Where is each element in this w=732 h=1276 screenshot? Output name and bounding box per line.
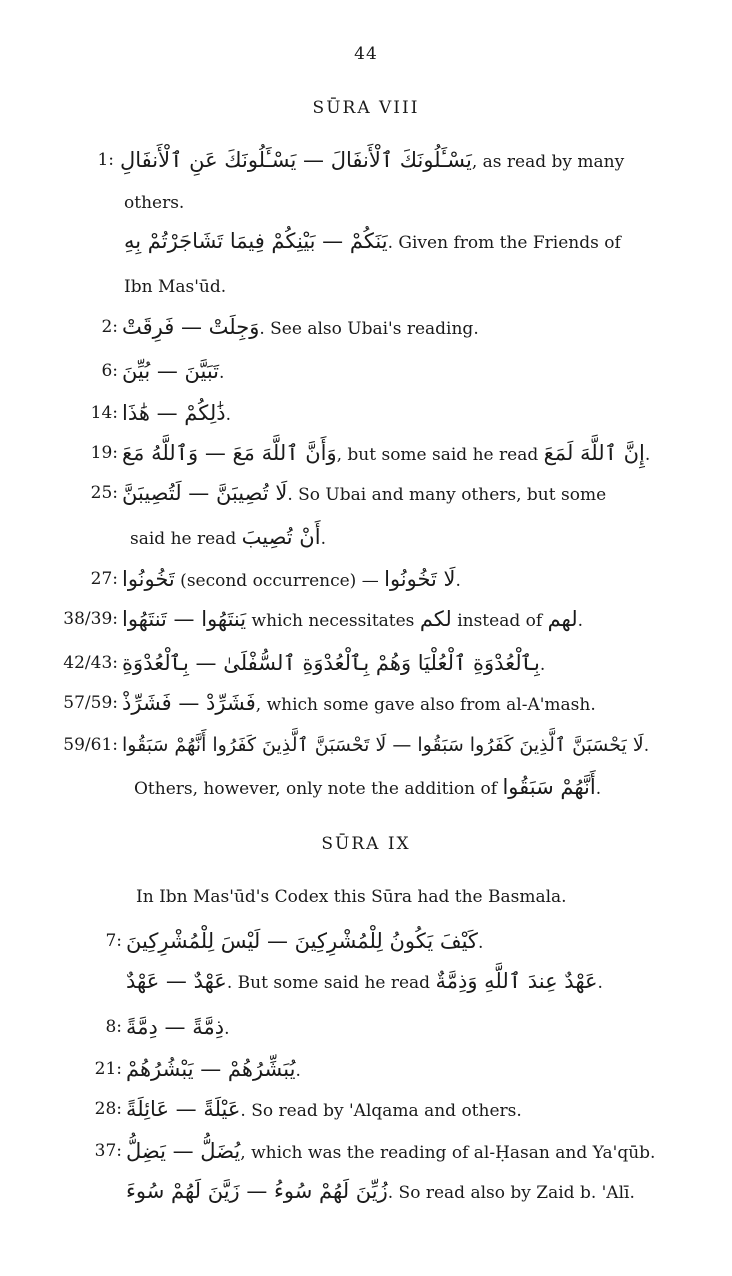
- arabic-text: يَنتَهُوا — تَنتَهُوا: [122, 607, 247, 631]
- verse-number: 25:: [90, 483, 118, 503]
- entry-text: Others, however, only note the addition of: [134, 779, 498, 799]
- entry-text: Ibn Mas'ūd.: [124, 277, 227, 297]
- entry-text: , as read by many: [471, 152, 625, 172]
- entry-line: [122, 398, 231, 430]
- verse-number: 38/39:: [63, 609, 118, 629]
- entry-line: [126, 1054, 301, 1086]
- verse-number: 19:: [90, 443, 118, 463]
- entry-text: . Given from the Friends of: [387, 233, 621, 253]
- entry-text: which necessitates: [246, 611, 420, 631]
- entry-line: [120, 145, 624, 177]
- arabic-text: لكم: [419, 607, 452, 631]
- entry-text: .: [577, 611, 584, 631]
- entry-line: [126, 926, 483, 958]
- entry-text: . So read by 'Alqama and others.: [240, 1101, 522, 1121]
- entry-text: , which some gave also from al-A'mash.: [255, 695, 596, 715]
- arabic-text: يُضَلُّ — يَضِلُّ: [126, 1139, 241, 1163]
- arabic-text: كَيْفَ يَكُونُ لِلْمُشْرِكِينَ — لَيْسَ لِلْمُشْرِكِينَ: [126, 929, 478, 953]
- arabic-text: تَخُونُوا: [122, 567, 175, 591]
- arabic-text: لَا تَخُونُوا: [384, 567, 456, 591]
- entry-text: .: [320, 529, 326, 549]
- arabic-text: ذِمَّةً — دِمَّةً: [126, 1015, 225, 1039]
- entry-text: . So read also by Zaid b. 'Alī.: [387, 1183, 635, 1203]
- entry-text: .: [295, 1061, 301, 1081]
- verse-number: 14:: [90, 403, 118, 423]
- arabic-text: بِٱلْعُدْوَةِ ٱلْعُلْيَا وَهُمْ بِٱلْعُدْوَةِ ٱلسُّفْلَىٰ — بِٱلْعُدْوَةِ: [122, 651, 540, 675]
- entry-line: [122, 730, 649, 761]
- entry-text: . But some said he read: [226, 973, 431, 993]
- entry-line: [124, 188, 184, 218]
- arabic-text: إِنَّ ٱللَّهَ لَمَعَ: [543, 441, 645, 465]
- arabic-text: فَشَرِّدْ — فَشَرِّذْ: [122, 691, 256, 715]
- arabic-text: تَبَيَّنَ — بُيِّنَ: [122, 359, 220, 383]
- entry-text: , but some said he read: [336, 445, 539, 465]
- entry-line: [122, 438, 650, 470]
- arabic-text: لَا يَحْسَبَنَّ ٱلَّذِينَ كَفَرُوا سَبَقُوا — لَا تَحْسَبَنَّ ٱلَّذِينَ كَفَرُوا أَنَّهُمْ سَبَقُوا: [122, 734, 644, 756]
- verse-number: 21:: [94, 1059, 122, 1079]
- entry-text: .: [643, 736, 650, 756]
- verse-number: 27:: [90, 569, 118, 589]
- entry-text: .: [644, 445, 651, 465]
- sura-9-intro: In Ibn Mas'ūd's Codex this Sūra had the Basmala.: [136, 887, 567, 907]
- arabic-text: عَهْدٌ عِندَ ٱللَّهِ وَذِمَّةٌ: [435, 969, 598, 993]
- entry-text: said he read: [130, 529, 237, 549]
- arabic-text: يَنَكُمْ — بَيْنِكُمْ فِيمَا تَشَاجَرْتُمْ بِهِ: [124, 229, 388, 253]
- entry-text: .: [219, 363, 225, 383]
- entry-line: [126, 1012, 229, 1044]
- entry-text: (second occurrence) —: [174, 571, 385, 591]
- arabic-text: وَجِلَتْ — فَرِقَتْ: [122, 315, 260, 339]
- sura-9-heading: SŪRA IX: [321, 834, 411, 854]
- entry-line: [122, 564, 461, 596]
- entry-text: instead of: [451, 611, 548, 631]
- arabic-text: لهم: [547, 607, 578, 631]
- entry-line: [122, 312, 479, 344]
- page-number: 44: [354, 44, 378, 64]
- entry-text: , which was the reading of al-Ḥasan and Ya'qūb.: [240, 1143, 656, 1163]
- entry-line: [134, 772, 601, 804]
- entry-line: [122, 688, 596, 720]
- entry-line: [126, 1136, 655, 1168]
- entry-text: others.: [124, 193, 185, 213]
- verse-number: 28:: [94, 1099, 122, 1119]
- verse-number: 57/59:: [63, 693, 118, 713]
- entry-line: [122, 356, 224, 388]
- entry-text: . See also Ubai's reading.: [259, 319, 479, 339]
- entry-line: [126, 966, 603, 998]
- arabic-text: أَنْ تُصِيبَ: [241, 525, 321, 549]
- verse-number: 37:: [94, 1141, 122, 1161]
- arabic-text: عَهْدٌ — عَهْدٌ: [126, 969, 227, 993]
- entry-text: .: [455, 571, 461, 591]
- verse-number: 6:: [101, 361, 118, 381]
- entry-text: . So Ubai and many others, but some: [287, 485, 607, 505]
- entry-text: .: [597, 973, 603, 993]
- verse-number: 42/43:: [63, 653, 118, 673]
- entry-line: [122, 478, 606, 510]
- arabic-text: لَا تُصِيبَنَّ — لَتُصِيبَنَّ: [122, 481, 288, 505]
- entry-line: [130, 522, 326, 554]
- arabic-text: يُبَشِّرُهُمْ — يَبْشُرُهُمْ: [126, 1057, 296, 1081]
- entry-text: .: [595, 779, 602, 799]
- verse-number: 2:: [101, 317, 118, 337]
- entry-line: [124, 272, 226, 302]
- entry-text: .: [539, 655, 546, 675]
- entry-line: [122, 604, 583, 636]
- verse-number: 8:: [105, 1017, 122, 1037]
- entry-line: [126, 1176, 635, 1208]
- entry-line: [122, 648, 545, 680]
- sura-8-heading: SŪRA VIII: [312, 98, 420, 118]
- entry-line: [124, 226, 621, 258]
- entry-text: .: [225, 405, 232, 425]
- verse-number: 1:: [97, 150, 114, 170]
- arabic-text: وَأَنَّ ٱللَّهَ مَعَ — وَٱللَّهُ مَعَ: [122, 441, 337, 465]
- arabic-text: أَنَّهُمْ سَبَقُوا: [502, 775, 596, 799]
- entry-line: [126, 1094, 522, 1126]
- verse-number: 7:: [105, 931, 122, 951]
- arabic-text: زُيِّنَ لَهُمْ سُوءُ — زَيَّنَ لَهُمْ سُوءَ: [126, 1179, 388, 1203]
- arabic-text: ذَٰلِكُمْ — هَٰذَا: [122, 401, 226, 425]
- entry-text: .: [477, 933, 484, 953]
- verse-number: 59/61:: [63, 735, 118, 755]
- arabic-text: عَيْلَةً — عَائِلَةً: [126, 1097, 241, 1121]
- entry-text: .: [224, 1019, 230, 1039]
- arabic-text: يَسْـَٔلُونَكَ ٱلْأَنفَالَ — يَسْـَٔلُونَكَ عَنِ ٱلْأَنفَالِ: [120, 148, 472, 172]
